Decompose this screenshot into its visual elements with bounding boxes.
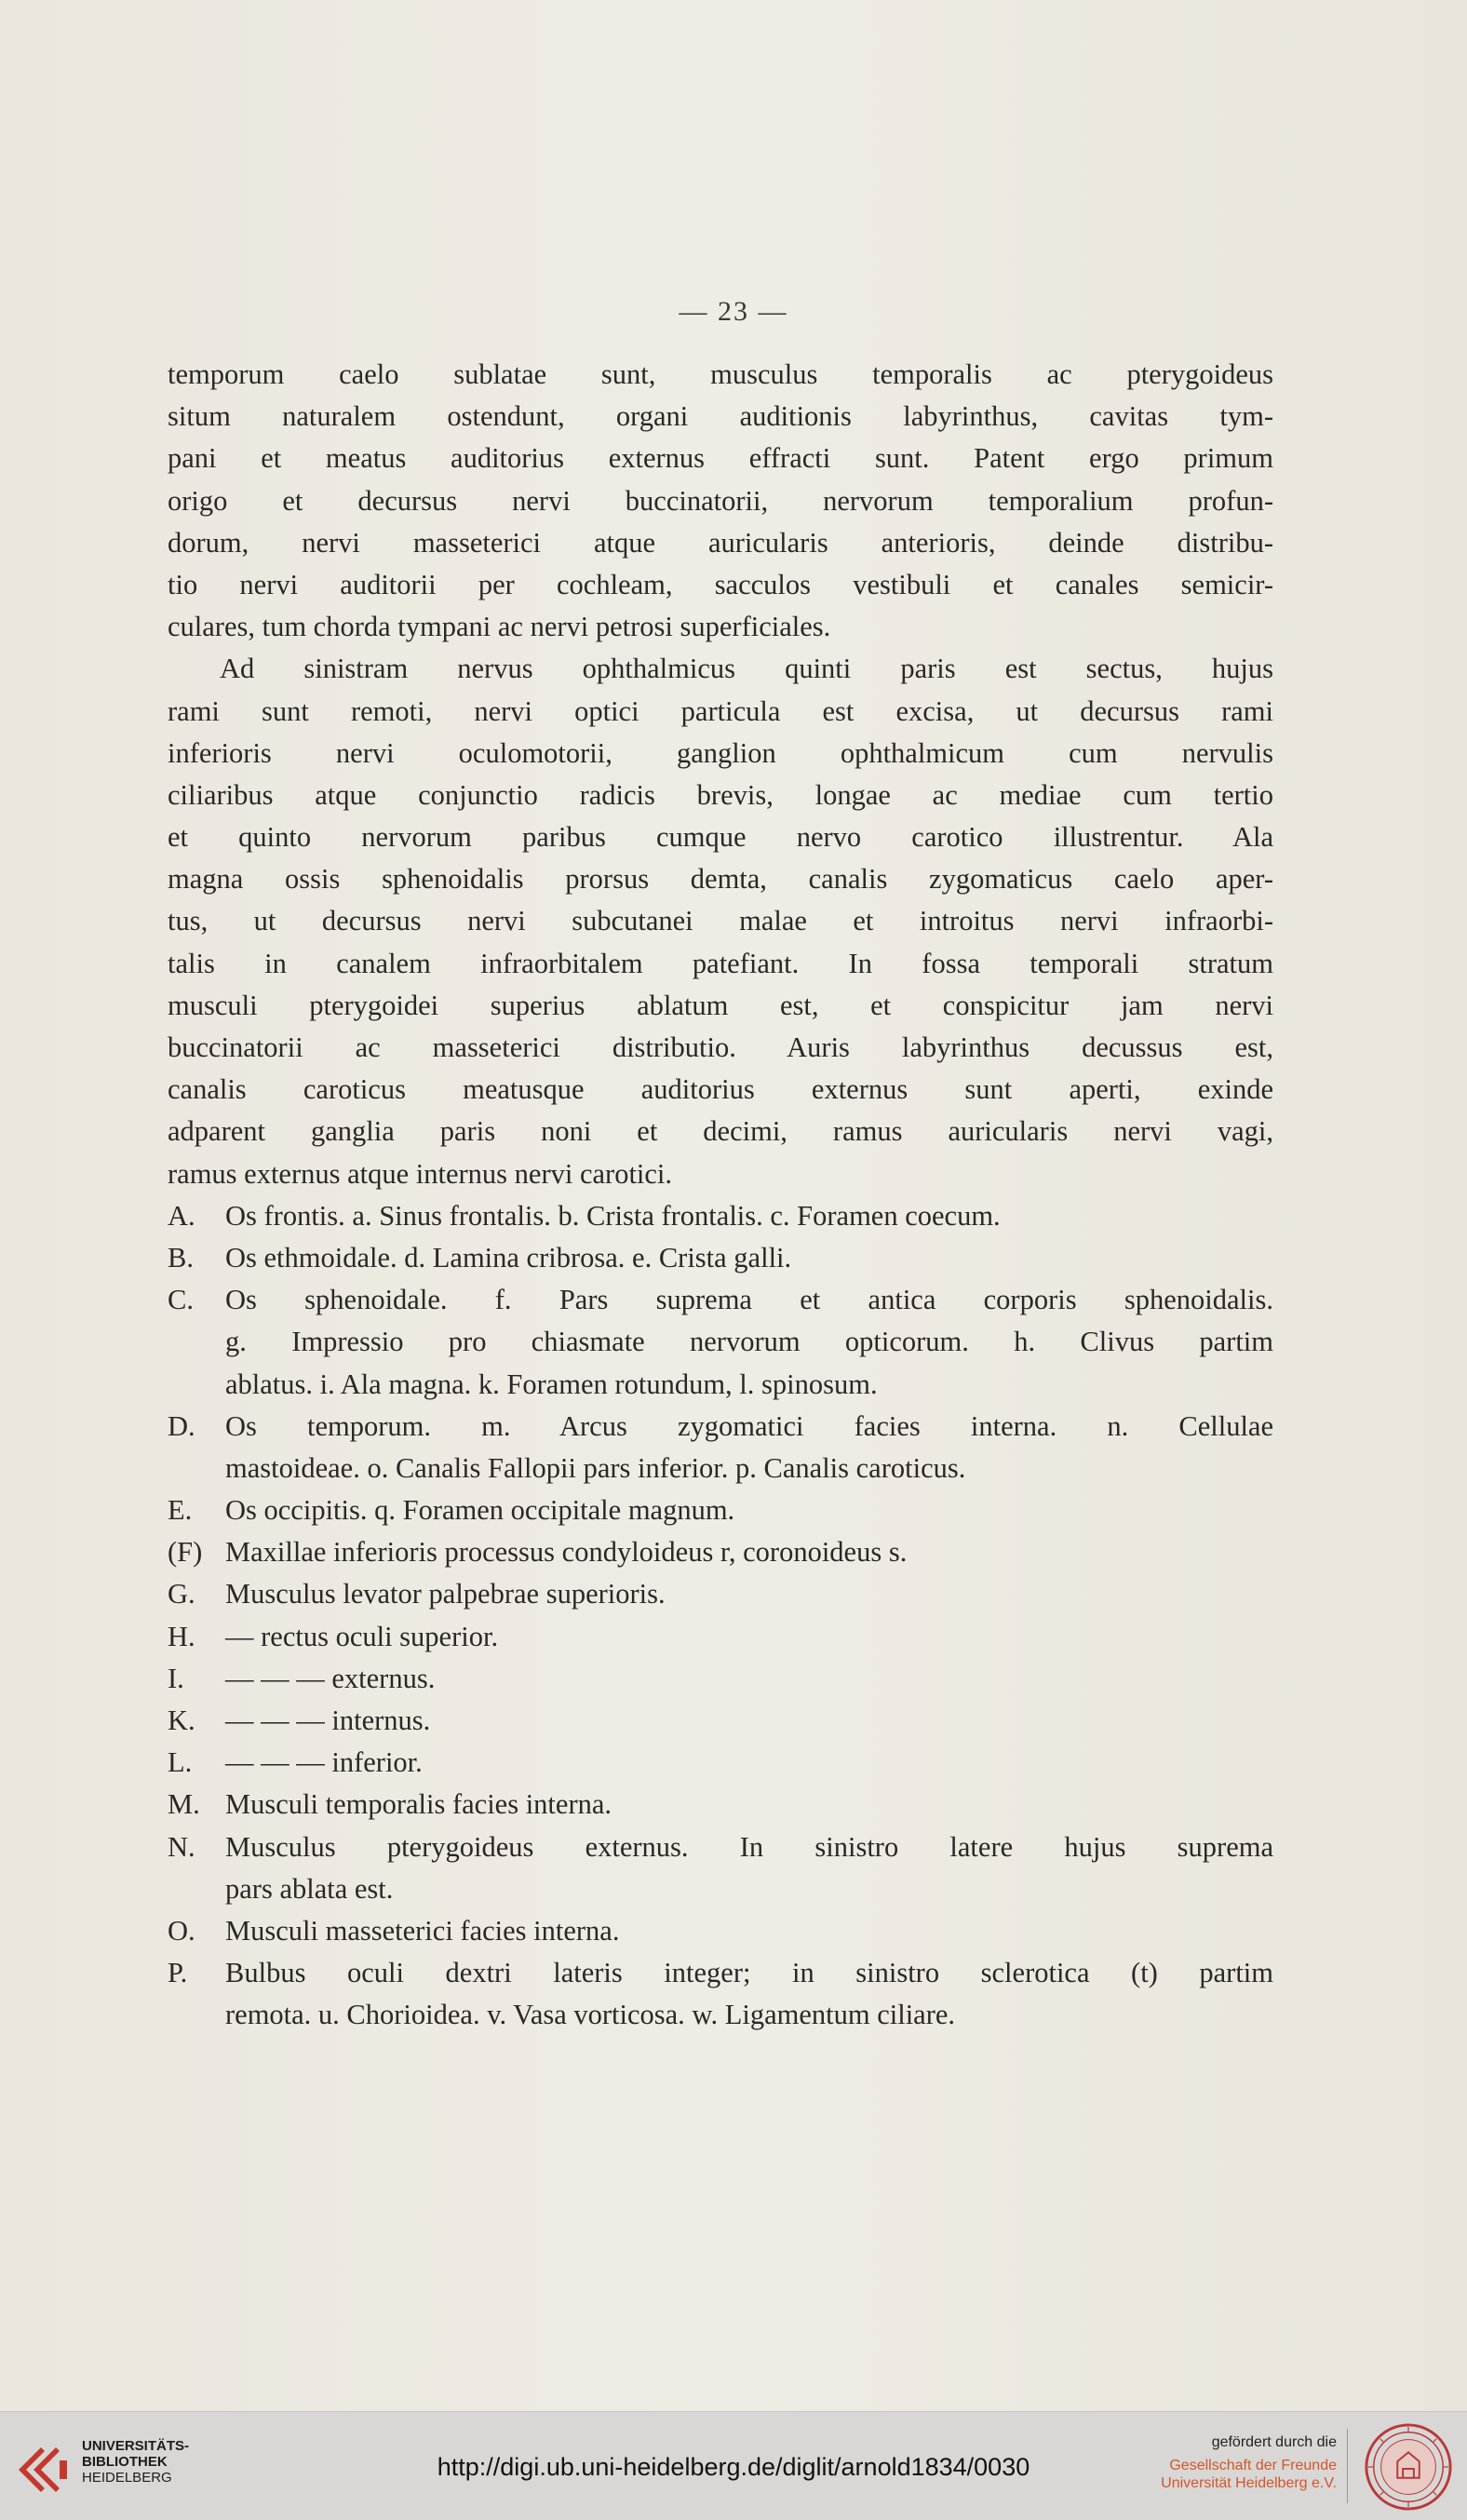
permalink-url[interactable]: http://digi.ub.uni-heidelberg.de/diglit/arnold1834/0030 — [437, 2453, 1030, 2481]
text-line: canalis caroticus meatusque auditorius externus sunt aperti, exinde — [168, 1073, 1273, 1106]
sponsor-label: gefördert durch die — [1211, 2434, 1337, 2450]
legend-key: O. — [168, 1914, 195, 1947]
body-text — [168, 354, 1273, 2037]
text-line: situm naturalem ostendunt, organi auditionis labyrinthus, cavitas tym- — [168, 400, 1273, 433]
library-name-line-1: UNIVERSITÄTS- — [82, 2438, 190, 2454]
legend-text: Bulbus oculi dextri lateris integer; in sinistro sclerotica (t) partim — [225, 1957, 1273, 1989]
legend-text: Musculi masseterici facies interna. — [225, 1914, 620, 1947]
legend-entry-line — [168, 1489, 1273, 1531]
legend-key: H. — [168, 1620, 195, 1652]
text-line: Ad sinistram nervus ophthalmicus quinti paris est sectus, hujus — [220, 653, 1273, 685]
text-line: ramus externus atque internus nervi carotici. — [168, 1157, 673, 1190]
text-line: rami sunt remoti, nervi optici particula est excisa, ut decursus rami — [168, 694, 1273, 727]
legend-entry-line — [168, 1573, 1273, 1615]
legend-key: N. — [168, 1830, 195, 1863]
paragraph-1 — [168, 354, 1273, 648]
text-line: et quinto nervorum paribus cumque nervo carotico illustrentur. Ala — [168, 821, 1273, 854]
legend-entry-line — [168, 1448, 1273, 1489]
library-name-line-2: BIBLIOTHEK — [82, 2454, 168, 2470]
text-line: talis in canalem infraorbitalem patefiant. In fossa temporali stratum — [168, 947, 1273, 979]
legend-text: — — — internus. — [225, 1705, 431, 1736]
legend-text: Os temporum. m. Arcus zygomatici facies interna. n. Cellulae — [225, 1409, 1273, 1442]
legend-text: Musculus levator palpebrae superioris. — [225, 1578, 666, 1610]
library-name-line-3: HEIDELBERG — [82, 2470, 172, 2486]
legend-entry-line — [168, 1531, 1273, 1573]
text-line: temporum caelo sublatae sunt, musculus temporalis ac pterygoideus — [168, 358, 1273, 390]
legend-key: (F) — [168, 1536, 203, 1569]
legend-text: mastoideae. o. Canalis Fallopii pars inferior. p. Canalis caroticus. — [225, 1451, 966, 1484]
university-seal-icon — [1363, 2421, 1454, 2513]
legend-entry-line — [168, 1237, 1273, 1279]
text-line: magna ossis sphenoidalis prorsus demta, canalis zygomaticus caelo aper- — [168, 863, 1273, 896]
footer-bar — [0, 2411, 1467, 2520]
text-line: dorum, nervi masseterici atque auricularis anterioris, deinde distribu- — [168, 526, 1273, 559]
legend-key: B. — [168, 1241, 194, 1273]
legend-text: Musculus pterygoideus externus. In sinistro latere hujus suprema — [225, 1830, 1273, 1863]
legend-entry-line — [168, 1994, 1273, 2036]
paragraph-2 — [168, 648, 1273, 1194]
text-line: inferioris nervi oculomotorii, ganglion ophthalmicum cum nervulis — [168, 736, 1273, 769]
legend-key: C. — [168, 1284, 194, 1316]
text-line: origo et decursus nervi buccinatorii, nervorum temporalium profun- — [168, 484, 1273, 517]
legend-key: G. — [168, 1578, 195, 1610]
text-line: buccinatorii ac masseterici distributio. Auris labyrinthus decussus est, — [168, 1031, 1273, 1063]
legend-entry-line — [168, 1364, 1273, 1406]
legend-key: K. — [168, 1705, 195, 1736]
legend-entry-line — [168, 1868, 1273, 1910]
text-line: musculi pterygoidei superius ablatum est, et conspicitur jam nervi — [168, 989, 1273, 1021]
legend-text: — rectus oculi superior. — [225, 1620, 499, 1652]
legend-entry-line — [168, 1700, 1273, 1742]
legend-key: I. — [168, 1662, 184, 1694]
text-line: tus, ut decursus nervi subcutanei malae et introitus nervi infraorbi- — [168, 905, 1273, 937]
legend-entry-line — [168, 1616, 1273, 1658]
legend-entry-line — [168, 1321, 1273, 1363]
sponsor-name-line-2: Universität Heidelberg e.V. — [1161, 2475, 1337, 2491]
text-line: tio nervi auditorii per cochleam, sacculos vestibuli et canales semicir- — [168, 568, 1273, 600]
legend-text: pars ablata est. — [225, 1872, 394, 1905]
footer-divider — [1347, 2429, 1348, 2503]
legend-entry-line — [168, 1658, 1273, 1700]
legend-text: Os sphenoidale. f. Pars suprema et antica corporis sphenoidalis. — [225, 1284, 1273, 1316]
legend-text: g. Impressio pro chiasmate nervorum opticorum. h. Clivus partim — [225, 1326, 1273, 1358]
legend-text: remota. u. Chorioidea. v. Vasa vorticosa. w. Ligamentum ciliare. — [225, 1999, 956, 2031]
text-line: ciliaribus atque conjunctio radicis brevis, longae ac mediae cum tertio — [168, 778, 1273, 811]
legend-entry-line — [168, 1279, 1273, 1321]
legend-text: Maxillae inferioris processus condyloideus r, coronoideus s. — [225, 1536, 908, 1569]
legend-key: M. — [168, 1788, 200, 1821]
legend-key: P. — [168, 1957, 188, 1989]
legend-entry-line — [168, 1910, 1273, 1952]
legend-entry-line — [168, 1195, 1273, 1237]
legend-entry-line — [168, 1406, 1273, 1448]
legend-text: Os occipitis. q. Foramen occipitale magnum. — [225, 1494, 735, 1527]
legend-entry-line — [168, 1826, 1273, 1868]
legend-text: — — — inferior. — [225, 1746, 423, 1779]
legend-key: E. — [168, 1494, 193, 1527]
figure-legend — [168, 1195, 1273, 2037]
legend-text: Os frontis. a. Sinus frontalis. b. Crista frontalis. c. Foramen coecum. — [225, 1199, 1001, 1232]
legend-entry-line — [168, 1742, 1273, 1784]
legend-key: A. — [168, 1199, 195, 1232]
text-line: pani et meatus auditorius externus effracti sunt. Patent ergo primum — [168, 442, 1273, 475]
legend-key: L. — [168, 1746, 193, 1779]
sponsor-name-line-1: Gesellschaft der Freunde — [1169, 2458, 1337, 2473]
page-number: — 23 — — [679, 296, 788, 327]
legend-entry-line — [168, 1784, 1273, 1826]
legend-text: — — — externus. — [225, 1662, 436, 1694]
sponsor-block — [1095, 2434, 1337, 2492]
legend-entry-line — [168, 1952, 1273, 1994]
legend-text: Musculi temporalis facies interna. — [225, 1788, 612, 1821]
text-line: culares, tum chorda tympani ac nervi petrosi superficiales. — [168, 611, 831, 643]
legend-text: ablatus. i. Ala magna. k. Foramen rotundum, l. spinosum. — [225, 1368, 878, 1400]
text-line: adparent ganglia paris noni et decimi, ramus auricularis nervi vagi, — [168, 1115, 1273, 1148]
legend-key: D. — [168, 1409, 195, 1442]
legend-text: Os ethmoidale. d. Lamina cribrosa. e. Crista galli. — [225, 1241, 792, 1273]
